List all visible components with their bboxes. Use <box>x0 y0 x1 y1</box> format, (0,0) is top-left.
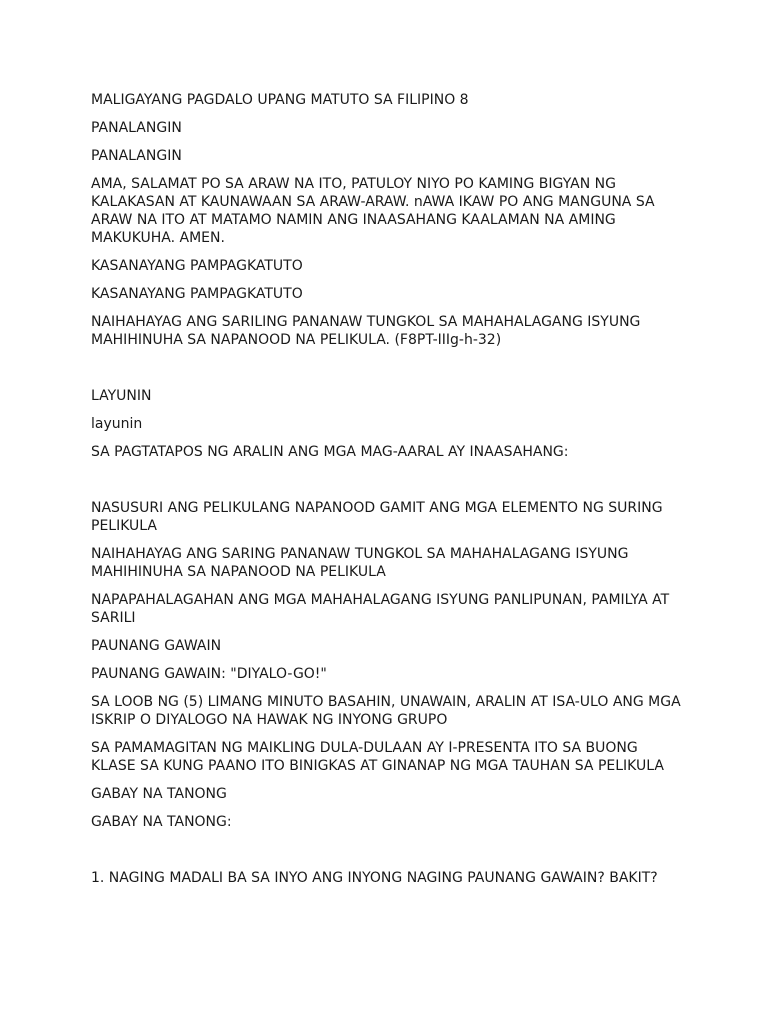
section-heading-kasanayan-repeat: KASANAYANG PAMPAGKATUTO <box>91 286 303 302</box>
competency-text: NAIHAHAYAG ANG SARILING PANANAW TUNGKOL SA MAHAHALAGANG ISYUNG MAHIHINUHA SA NAPANOOD NA PELIKULA. (F8PT-IIIg-h-32) <box>91 314 641 348</box>
activity-instruction: SA LOOB NG (5) LIMANG MINUTO BASAHIN, UNAWAIN, ARALIN AT ISA-ULO ANG MGA ISKRIP O DIYALOGO NA HAWAK NG INYONG GRUPO <box>91 694 681 728</box>
document-title: MALIGAYANG PAGDALO UPANG MATUTO SA FILIPINO 8 <box>91 92 469 108</box>
activity-instruction: SA PAMAMAGITAN NG MAIKLING DULA-DULAAN AY I-PRESENTA ITO SA BUONG KLASE SA KUNG PAANO ITO BINIGKAS AT GINANAP NG MGA TAUHAN SA PELIKULA <box>91 740 664 774</box>
objectives-intro: SA PAGTATAPOS NG ARALIN ANG MGA MAG-AARAL AY INAASAHANG: <box>91 444 569 460</box>
spacer <box>91 841 681 869</box>
section-heading-kasanayan: KASANAYANG PAMPAGKATUTO <box>91 258 303 274</box>
activity-title: PAUNANG GAWAIN: "DIYALO-GO!" <box>91 666 327 682</box>
section-heading-panalangin-repeat: PANALANGIN <box>91 148 182 164</box>
section-heading-gabay-colon: GABAY NA TANONG: <box>91 814 232 830</box>
section-heading-panalangin: PANALANGIN <box>91 120 182 136</box>
spacer <box>91 359 681 387</box>
objective-item: NASUSURI ANG PELIKULANG NAPANOOD GAMIT ANG MGA ELEMENTO NG SURING PELIKULA <box>91 500 663 534</box>
objective-item: NAPAPAHALAGAHAN ANG MGA MAHAHALAGANG ISYUNG PANLIPUNAN, PAMILYA AT SARILI <box>91 592 670 626</box>
document-page <box>91 91 681 897</box>
section-heading-paunang-gawain: PAUNANG GAWAIN <box>91 638 222 654</box>
prayer-text: AMA, SALAMAT PO SA ARAW NA ITO, PATULOY NIYO PO KAMING BIGYAN NG KALAKASAN AT KAUNAWAAN SA ARAW-ARAW. nAWA IKAW PO ANG MANGUNA SA ARAW NA ITO AT MATAMO NAMIN ANG INAASAHANG KAALAMAN NA AMING MAKUKUHA. AMEN. <box>91 176 655 246</box>
section-heading-gabay: GABAY NA TANONG <box>91 786 227 802</box>
spacer <box>91 471 681 499</box>
section-heading-layunin: LAYUNIN <box>91 388 152 404</box>
objective-item: NAIHAHAYAG ANG SARING PANANAW TUNGKOL SA MAHAHALAGANG ISYUNG MAHIHINUHA SA NAPANOOD NA PELIKULA <box>91 546 629 580</box>
guide-question: 1. NAGING MADALI BA SA INYO ANG INYONG NAGING PAUNANG GAWAIN? BAKIT? <box>91 870 658 886</box>
section-heading-layunin-lower: layunin <box>91 416 143 432</box>
